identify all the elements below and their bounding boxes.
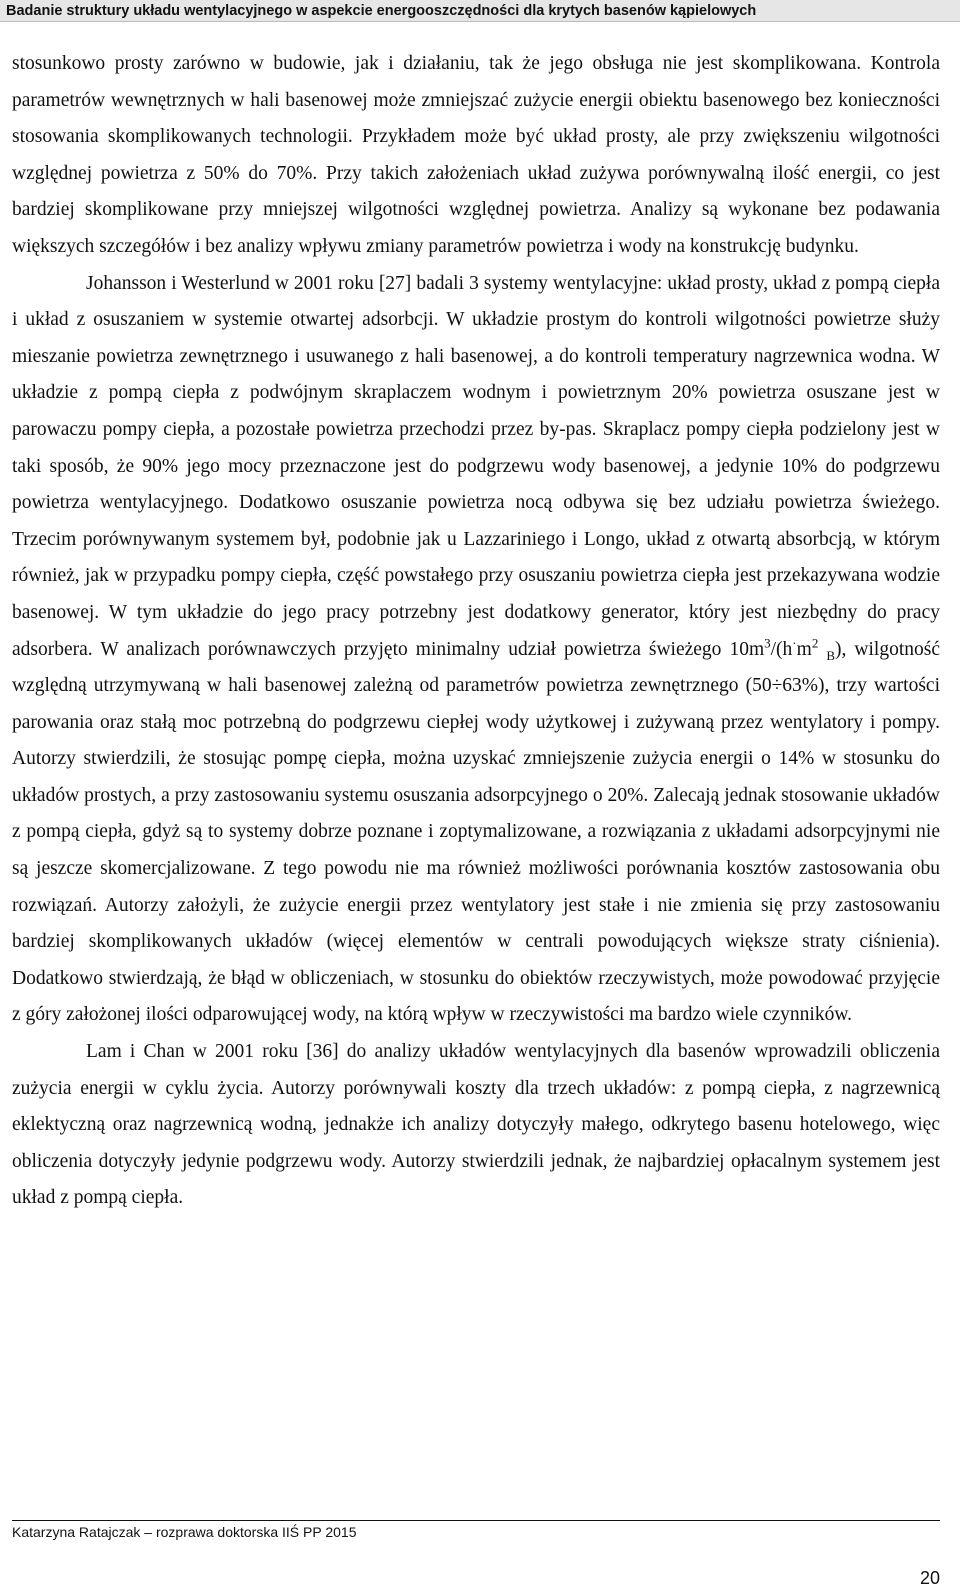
paragraph-2-text-b: /(h: [770, 638, 793, 660]
running-header: Badanie struktury układu wentylacyjnego w aspekcie energooszczędności dla krytych basenów kąpielowych: [0, 0, 960, 22]
paragraph-2-text-a: Johansson i Westerlund w 2001 roku [27] badali 3 systemy wentylacyjne: układ prosty, układ z pompą ciepła i układ z osuszaniem w systemie otwartej adsorbcji. W układzie prostym do kontroli wilgotności powietrze służy mieszanie powietrza zewnętrznego i usuwanego z hali basenowej, a do kontroli temperatury nagrzewnica wodna. W układzie z pompą ciepła z podwójnym skraplaczem wodnym i powietrznym 20% powietrza osuszane jest w parowaczu pompy ciepła, a pozostałe powietrza przechodzi przez by-pas. Skraplacz pompy ciepła podzielony jest w taki sposób, że 90% jego mocy przeznaczone jest do podgrzewu wody basenowej, a jedynie 10% do podgrzewu powietrza wentylacyjnego. Dodatkowo osuszanie powietrza nocą odbywa się bez udziału powietrza świeżego. Trzecim porównywanym systemem był, podobnie jak u Lazzariniego i Longo, układ z otwartą absorbcją, w którym również, jak w przypadku pompy ciepła, część powstałego przy osuszaniu powietrza ciepła jest przekazywana wodzie basenowej. W tym układzie do jego pracy potrzebny jest dodatkowy generator, który jest niezbędny do pracy adsorbera. W analizach porównawczych przyjęto minimalny udział powietrza świeżego 10m: [12, 272, 940, 660]
page-body: [12, 46, 940, 1217]
footer-author-line: Katarzyna Ratajczak – rozprawa doktorska IIŚ PP 2015: [12, 1524, 357, 1540]
superscript-3: 3: [764, 635, 771, 650]
paragraph-2: [12, 266, 940, 1034]
page-number: 20: [919, 1568, 940, 1588]
page-footer: [12, 1524, 940, 1540]
paragraph-2-text-c: m: [796, 638, 812, 660]
superscript-2: 2: [811, 635, 819, 650]
paragraph-3: Lam i Chan w 2001 roku [36] do analizy układów wentylacyjnych dla basenów wprowadzili obliczenia zużycia energii w cyklu życia. Autorzy porównywali koszty dla trzech układów: z pompą ciepła, z nagrzewnicą eklektyczną oraz nagrzewnicą wodną, jednakże ich analizy dotyczyły małego, odkrytego basenu hotelowego, więc obliczenia dotyczyły jedynie podgrzewu wody. Autorzy stwierdzili jednak, że najbardziej opłacalnym systemem jest układ z pompą ciepła.: [12, 1041, 940, 1209]
subscript-b: B: [826, 647, 836, 663]
paragraph-2-text-d: ), wilgotność względną utrzymywaną w hali basenowej zależną od parametrów powietrza zewnętrznego (50÷63%), trzy wartości parowania oraz stałą moc potrzebną do podgrzewu ciepłej wody użytkowej i zużywaną przez wentylatory i pompy. Autorzy stwierdzili, że stosując pompę ciepła, można uzyskać zmniejszenie zużycia energii o 14% w stosunku do układów prostych, a przy zastosowaniu systemu osuszania adsorpcyjnego o 20%. Zalecają jednak stosowanie układów z pompą ciepła, gdyż są to systemy dobrze poznane i zoptymalizowane, a rozwiązania z układami adsorpcyjnymi nie są jeszcze skomercjalizowane. Z tego powodu nie ma również możliwości porównania kosztów zastosowania obu rozwiązań. Autorzy założyli, że zużycie energii przez wentylatory jest stałe i nie zmienia się przy zastosowaniu bardziej skomplikowanych układów (więcej elementów w centrali powodujących większe straty ciśnienia). Dodatkowo stwierdzają, że błąd w obliczeniach, w stosunku do obiektów rzeczywistych, może powodować przyjęcie z góry założonej ilości odparowującej wody, na którą wpływ w rzeczywistości ma bardzo wiele czynników.: [12, 638, 940, 1026]
footer-divider: [12, 1520, 940, 1521]
middle-dot: ·: [792, 635, 797, 650]
paragraph-1: stosunkowo prosty zarówno w budowie, jak i działaniu, tak że jego obsługa nie jest skomplikowana. Kontrola parametrów wewnętrznych w hali basenowej może zmniejszać zużycie energii obiektu basenowego bez konieczności stosowania skomplikowanych technologii. Przykładem może być układ prosty, ale przy zwiększeniu wilgotności względnej powietrza z 50% do 70%. Przy takich założeniach układ zużywa porównywalną ilość energii, co jest bardziej skomplikowane przy mniejszej wilgotności względnej powietrza. Analizy są wykonane bez podawania większych szczegółów i bez analizy wpływu zmiany parametrów powietrza i wody na konstrukcję budynku.: [12, 53, 940, 257]
